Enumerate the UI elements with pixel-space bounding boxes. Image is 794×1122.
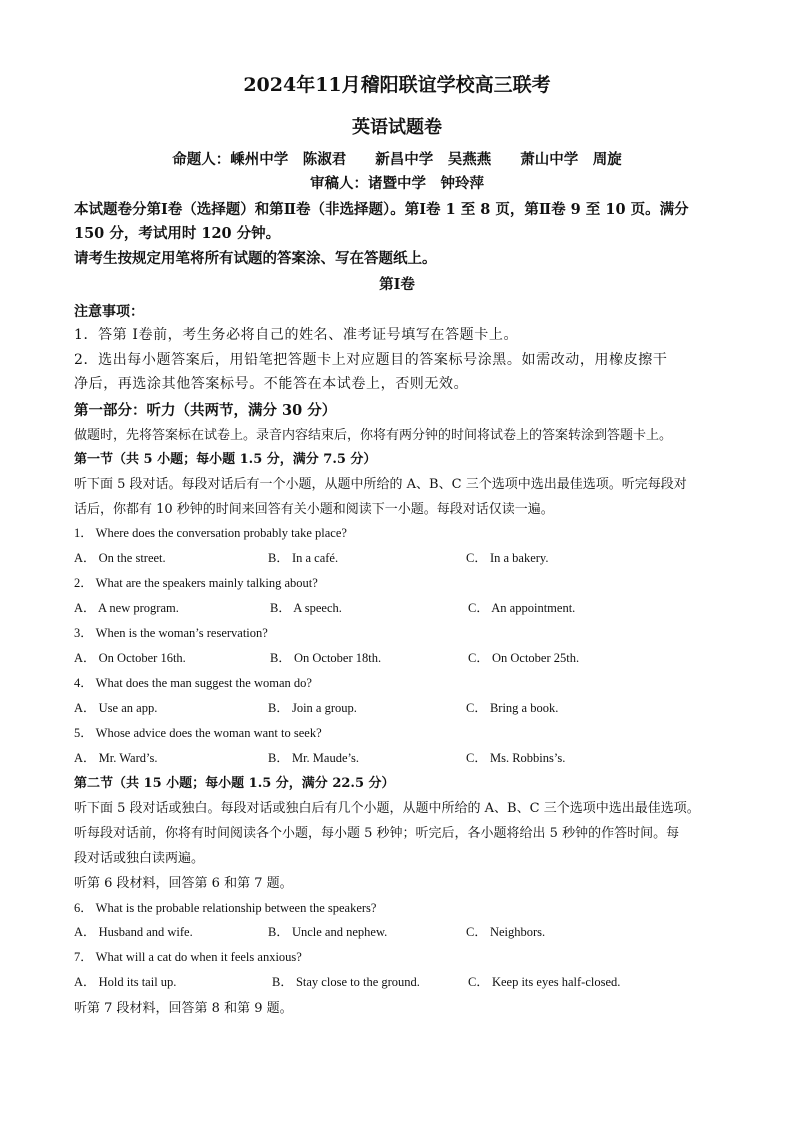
option-a: A． Use an app. — [74, 701, 158, 715]
option-b: B． A speech. — [270, 601, 342, 615]
option-b: B． Join a group. — [268, 701, 357, 715]
part1-heading: 第一部分：听力（共两节，满分 30 分） — [74, 402, 337, 419]
section1-instruction-1: 听下面 5 段对话。每段对话后有一个小题，从题中所给的 A、B、C 三个选项中选出最佳选项。听完每段对 — [74, 477, 687, 492]
option-c: C． Neighbors. — [466, 925, 546, 939]
notes-item-1: 1．答第 Ⅰ卷前，考生务必将自己的姓名、准考证号填写在答题卡上。 — [74, 327, 519, 343]
option-c: C． Keep its eyes half-closed. — [468, 975, 621, 989]
intro-line-3: 请考生按规定用笔将所有试题的答案涂、写在答题纸上。 — [74, 250, 437, 267]
notes-item-2-line-1: 2．选出每小题答案后，用铅笔把答题卡上对应题目的答案标号涂黑。如需改动，用橡皮擦干 — [74, 352, 668, 368]
option-c: C． Bring a book. — [466, 701, 559, 715]
question-stem: 3． When is the woman’s reservation? — [74, 626, 268, 640]
section2-heading: 第二节（共 15 小题；每小题 1.5 分，满分 22.5 分） — [74, 776, 395, 791]
material-6-note: 听第 6 段材料，回答第 6 和第 7 题。 — [74, 876, 293, 891]
intro-line-1: 本试题卷分第Ⅰ卷（选择题）和第Ⅱ卷（非选择题）。第Ⅰ卷 1 至 8 页，第Ⅱ卷 9 至 10 页。满分 — [74, 201, 689, 218]
option-c: C． An appointment. — [468, 601, 576, 615]
option-c: C． Ms. Robbins’s. — [466, 751, 566, 765]
exam-subject: 英语试题卷 — [352, 117, 442, 138]
section1-heading: 第一节（共 5 小题；每小题 1.5 分，满分 7.5 分） — [74, 452, 377, 467]
exam-title: 2024年11月稽阳联谊学校高三联考 — [243, 74, 551, 96]
question-stem: 5． Whose advice does the woman want to seek? — [74, 726, 322, 740]
option-a: A． Hold its tail up. — [74, 975, 177, 989]
reviewer-line: 审稿人：诸暨中学 钟玲萍 — [310, 175, 484, 192]
section2-instruction-2: 听每段对话前，你将有时间阅读各个小题，每小题 5 秒钟；听完后，各小题将给出 5 秒钟的作答时间。每 — [74, 826, 680, 841]
section2-instruction-3: 段对话或独白读两遍。 — [74, 851, 205, 866]
notes-item-2-line-2: 净后，再选涂其他答案标号。不能答在本试卷上，否则无效。 — [74, 376, 469, 392]
option-a: A． Mr. Ward’s. — [74, 751, 158, 765]
part1-instruction: 做题时，先将答案标在试卷上。录音内容结束后，你将有两分钟的时间将试卷上的答案转涂到答题卡上。 — [74, 428, 673, 443]
question-stem: 6． What is the probable relationship between the speakers? — [74, 901, 377, 915]
option-c: C． On October 25th. — [468, 651, 580, 665]
option-b: B． Mr. Maude’s. — [268, 751, 359, 765]
option-a: A． A new program. — [74, 601, 179, 615]
question-stem: 7． What will a cat do when it feels anxious? — [74, 950, 302, 964]
section2-instruction-1: 听下面 5 段对话或独白。每段对话或独白后有几个小题，从题中所给的 A、B、C 三个选项中选出最佳选项。 — [74, 801, 700, 816]
section1-instruction-2: 话后，你都有 10 秒钟的时间来回答有关小题和阅读下一小题。每段对话仅读一遍。 — [74, 502, 554, 517]
question-stem: 4． What does the man suggest the woman do? — [74, 676, 312, 690]
option-b: B． In a café. — [268, 551, 339, 565]
option-a: A． On the street. — [74, 551, 166, 565]
option-b: B． On October 18th. — [270, 651, 382, 665]
question-stem: 2． What are the speakers mainly talking about? — [74, 576, 318, 590]
option-a: A． Husband and wife. — [74, 925, 193, 939]
question-stem: 1． Where does the conversation probably take place? — [74, 526, 347, 540]
option-b: B． Stay close to the ground. — [272, 975, 420, 989]
authors-line: 命题人：嵊州中学 陈淑君 新昌中学 吴燕燕 萧山中学 周旋 — [172, 151, 622, 168]
option-b: B． Uncle and nephew. — [268, 925, 388, 939]
intro-line-2: 150 分，考试用时 120 分钟。 — [74, 225, 281, 242]
notes-heading: 注意事项： — [74, 304, 144, 320]
volume-heading: 第Ⅰ卷 — [379, 276, 415, 293]
option-c: C． In a bakery. — [466, 551, 549, 565]
material-7-note: 听第 7 段材料，回答第 8 和第 9 题。 — [74, 1001, 293, 1016]
option-a: A． On October 16th. — [74, 651, 186, 665]
